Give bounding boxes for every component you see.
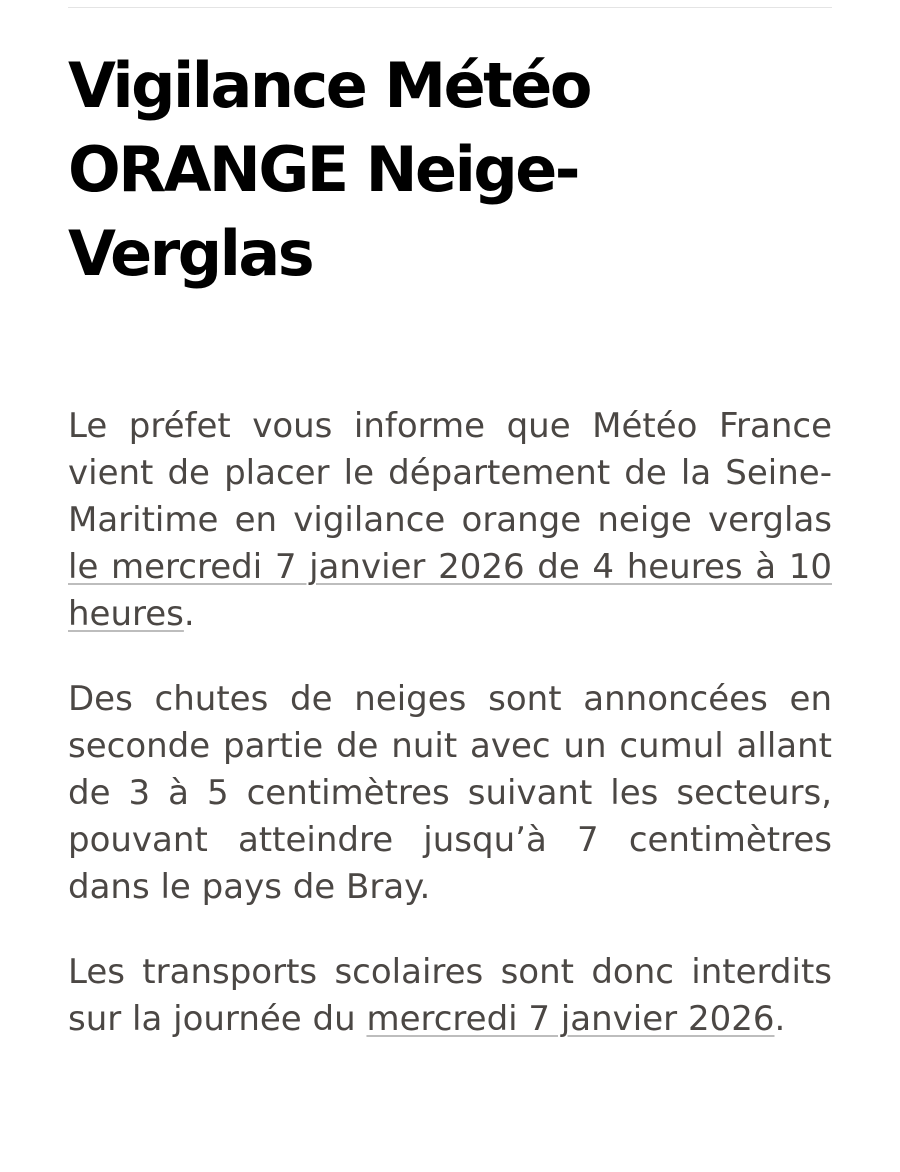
article-title: Vigilance Météo ORANGE Neige-Verglas (68, 49, 590, 290)
paragraph-snowfall: Des chutes de neiges sont annoncées en seconde partie de nuit avec un cumul allant de 3 à 5 centimètres suivant les secteurs, pouvant atteindre jusqu’à 7 centimètres dans le pays de Bray. (68, 679, 832, 907)
top-divider (68, 7, 832, 8)
date-link-vigilance[interactable]: le mercredi 7 janvier 2026 de 4 heures à 10 heures (68, 547, 832, 634)
article-body (68, 403, 832, 1043)
paragraph-transport (68, 949, 832, 1043)
paragraph-vigilance-end: . (183, 594, 195, 634)
paragraph-transport-text: Les transports scolaires sont donc interdits sur la journée du (68, 952, 832, 1039)
date-link-transport[interactable]: mercredi 7 janvier 2026 (366, 999, 775, 1039)
paragraph-transport-end: . (774, 999, 786, 1039)
paragraph-vigilance (68, 403, 832, 638)
paragraph-vigilance-text: Le préfet vous informe que Météo France vient de placer le département de la Seine-Maritime en vigilance orange neige verglas (68, 406, 832, 540)
